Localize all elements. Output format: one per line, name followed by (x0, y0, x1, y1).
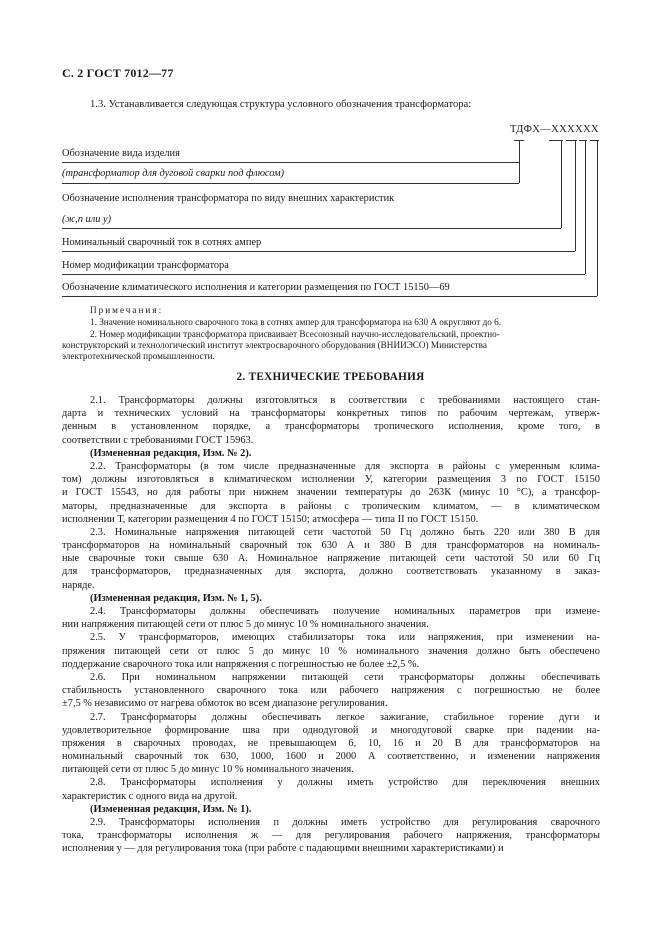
paragraph-line: 2.8. Трансформаторы исполнения у должны иметь устройство для переключения внешних (90, 777, 600, 789)
paragraph-line: питающей сети от плюс 5 до минус 10 % номинального значения. (62, 764, 354, 776)
connector-line (519, 140, 520, 183)
paragraph-line: тока, трансформаторы исполнения ж — для регулирования рабочего напряжения, трансформаторы (62, 830, 600, 842)
designation-item: Обозначение климатического исполнения и категории размещения по ГОСТ 15150—69 (62, 282, 450, 293)
note-line: конструкторский и технологический институт электросварочного оборудования (ВНИИЭСО) Министерства (62, 340, 487, 350)
connector-tick (579, 140, 587, 141)
page-header: С. 2 ГОСТ 7012—77 (62, 66, 174, 80)
paragraph-line: для трансформаторов, предназначенных для экспорта, должно соответствовать указанному в заказ- (62, 566, 600, 578)
edit-note: (Измененная редакция, Изм. № 2). (90, 447, 252, 459)
paragraph-line: поддержание сварочного тока или напряжения с погрешностью не более ±2,5 %. (62, 658, 420, 670)
paragraph-line: удовлетворительное формирование шва при однодуговой и многодуговой сварке при падении на- (62, 724, 600, 736)
paragraph-line: том) должны изготовляться в климатическом исполнении У, категории размещения 3 по ГОСТ 15150 (62, 474, 600, 486)
paragraph-line: характеристик с одного вида на другой. (62, 790, 238, 802)
connector-line (561, 140, 562, 228)
leader-line (62, 162, 519, 163)
edit-note: (Измененная редакция, Изм. № 1, 5). (90, 592, 262, 604)
designation-item: Номинальный сварочный ток в сотнях ампер (62, 237, 262, 248)
paragraph-line: 2.5. У трансформаторов, имеющих стабилизаторы тока или напряжения, при изменении на- (90, 632, 600, 644)
paragraph-line: соответствии с требованиями ГОСТ 15963. (62, 434, 254, 446)
paragraph-line: исполнения у — для регулирования тока (при работе с падающими внешними характеристиками) и (62, 843, 504, 855)
designation-item: (ж,п или у) (62, 214, 112, 225)
leader-line (62, 228, 561, 229)
paragraph-line: 2.9. Трансформаторы исполнения п должны иметь устройство для регулирования сварочного (90, 817, 600, 828)
paragraph-line: 2.1. Трансформаторы должны изготовляться в соответствии с требованиями настоящего стан- (90, 395, 600, 406)
connector-line (575, 140, 576, 251)
connector-tick (549, 140, 563, 141)
paragraph-line: наряде. (62, 579, 95, 591)
designation-item: Номер модификации трансформатора (62, 260, 229, 271)
edit-note: (Измененная редакция, Изм. № 1). (90, 803, 252, 815)
notes-title: Примечания: (90, 305, 164, 315)
connector-tick (566, 140, 577, 141)
paragraph-line: 2.2. Трансформаторы (в том числе предназначенные для экспорта в районы с умеренным клима- (90, 460, 600, 472)
connector-tick (590, 140, 599, 141)
paragraph-line: номинальный сварочный ток 630, 1000, 1600 и 2000 А соответственно, и изменении напряжения (62, 751, 600, 763)
paragraph-line: маторы, предназначенные для экспорта в районы с тропическим климатом, — в климатическом (62, 500, 600, 512)
paragraph-line: денным в установленном порядке, а трансформаторы тропического исполнения, кроме того, в (62, 421, 600, 433)
paragraph-line: ные сварочные токи свыше 630 А. Номинальное напряжение питающей сети частотой 50 или 60 Гц (62, 553, 600, 565)
leader-line (62, 251, 575, 252)
note-line: электротехнической промышленности. (62, 351, 215, 361)
paragraph-line: 2.6. При номинальном напряжении питающей сети трансформаторы должны обеспечивать (90, 671, 600, 683)
body-text (62, 394, 600, 856)
section-title: 2. ТЕХНИЧЕСКИЕ ТРЕБОВАНИЯ (236, 371, 425, 383)
paragraph-line: дарта и технических условий на трансформаторы конкретных типов по рабочим чертежам, утверж- (62, 408, 600, 420)
paragraph-line: стабильность установленного сварочного тока или рабочего напряжения с погрешностью не более (62, 685, 600, 697)
designation-item: Обозначение вида изделия (62, 148, 180, 159)
connector-tick (514, 140, 524, 141)
paragraph-line: исполнении Т, категории размещения 4 по ГОСТ 15150; атмосфера — типа II по ГОСТ 15150. (62, 513, 479, 525)
paragraph-line: и ГОСТ 15543, но для работы при нижнем значении температуры до 263К (минус 10 °С), а трансфор- (62, 487, 600, 499)
paragraph-line: 2.3. Номинальные напряжения питающей сети частотой 50 Гц должно быть 220 или 380 В для (90, 526, 600, 538)
connector-line (597, 140, 598, 296)
paragraph-line: 2.7. Трансформаторы должны обеспечивать легкое зажигание, стабильное горение дуги и (90, 711, 600, 723)
paragraph-line: нии напряжения питающей сети от плюс 5 до минус 10 % номинального значения. (62, 619, 429, 631)
paragraph-line: трансформаторов на номинальный сварочный ток 630 А и 380 В для трансформаторов на номиналь- (62, 540, 600, 552)
intro-text: 1.3. Устанавливается следующая структура условного обозначения трансформатора: (90, 99, 472, 110)
paragraph-line: 2.4. Трансформаторы должны обеспечивать получение номинальных параметров при измене- (90, 606, 600, 617)
note-line: 1. Значение номинального сварочного тока в сотнях ампер для трансформатора на 630 А округляют до 6. (90, 317, 502, 327)
designation-item: Обозначение исполнения трансформатора по виду внешних характеристик (62, 193, 395, 204)
connector-line (585, 140, 586, 274)
note-line: 2. Номер модификации трансформатора присваивает Всесоюзный научно-исследовательский, проектно- (90, 329, 500, 339)
paragraph-line: ±7,5 % независимо от нагрева обмоток во всем диапазоне регулирования. (62, 698, 388, 710)
paragraph-line: пряжения в сварочных проводах, не превышающем 6, 10, 16 и 20 В для трансформаторов на (62, 737, 600, 749)
leader-line (62, 274, 585, 275)
designation-code: ТДФХ—XXXXXX (510, 124, 599, 135)
designation-item: (трансформатор для дуговой сварки под флюсом) (62, 168, 285, 179)
leader-line (62, 183, 519, 184)
paragraph-line: пряжения питающей сети от плюс 5 до минус 10 % номинального значения должно быть обеспечено (62, 645, 600, 657)
leader-line (62, 296, 597, 297)
